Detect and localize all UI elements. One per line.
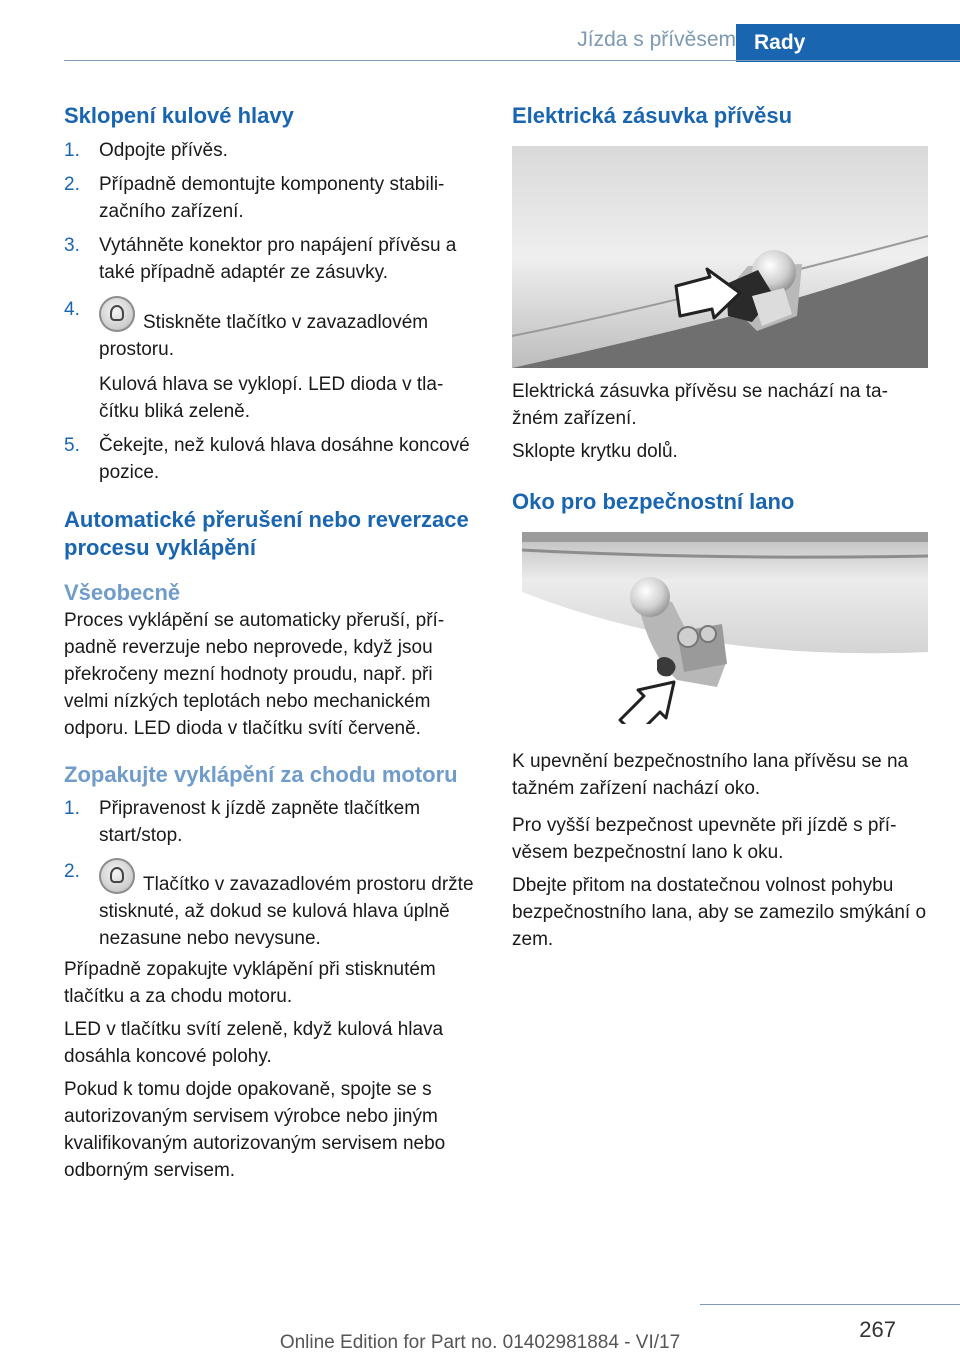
- fold-steps-list: [64, 137, 476, 486]
- right-column: [512, 102, 928, 953]
- header-section-title: Jízda s přívěsem: [577, 28, 736, 51]
- paragraph: Případně zopakujte vyklápění při stisknutém tlačítku a za chodu motoru.: [64, 959, 436, 1007]
- list-item: 5. Čekejte, než kulová hlava dosáhne koncové pozice.: [64, 435, 470, 483]
- paragraph: Sklopte krytku dolů.: [512, 441, 678, 462]
- header-rule: [64, 60, 960, 61]
- subsection-title-general: Všeobecně: [64, 580, 181, 605]
- towbar-button-icon: [99, 858, 135, 894]
- list-item: 1. Odpojte přívěs.: [64, 140, 228, 161]
- paragraph: Pro vyšší bezpečnost upevněte při jízdě s přívěsem bezpečnostní lano k oku.: [512, 815, 897, 863]
- section-title-fold-ball-head: Sklopení kulové hlavy: [64, 103, 294, 128]
- general-paragraph: Proces vyklápění se automaticky přeruší, případně reverzuje nebo neprovede, když jsou překročeny mezní hodnoty proudu, např. při velmi nízkých teplotách nebo mechanickém odporu. LED dioda v tlačítku svítí červeně.: [64, 610, 445, 739]
- paragraph: K upevnění bezpečnostního lana přívěsu se na tažném zařízení nachází oko.: [512, 751, 909, 799]
- paragraph: Elektrická zásuvka přívěsu se nachází na tažném zařízení.: [512, 381, 888, 429]
- section-title-trailer-socket: Elektrická zásuvka přívěsu: [512, 103, 793, 128]
- trailer-socket-illustration: [512, 146, 928, 368]
- section-title-safety-cable-eye: Oko pro bezpečnostní lano: [512, 489, 795, 514]
- online-edition-note: Online Edition for Part no. 01402981884 - VI/17: [279, 1332, 681, 1353]
- left-column: [64, 102, 476, 1184]
- page-number: 267: [859, 1317, 896, 1342]
- safety-cable-eye-illustration: [512, 532, 928, 724]
- list-item: 2. Případně demontujte komponenty stabilizačního zařízení.: [64, 174, 445, 222]
- step-note: Kulová hlava se vyklopí. LED dioda v tlačítku bliká zeleně.: [99, 374, 444, 422]
- list-item: 1. Připravenost k jízdě zapněte tlačítkem start/stop.: [64, 798, 421, 846]
- footer-rule: [700, 1304, 960, 1305]
- paragraph: Dbejte přitom na dostatečnou volnost pohybu bezpečnostního lana, aby se zamezilo smýkání o zem.: [512, 875, 927, 950]
- repeat-steps-list: [64, 795, 476, 952]
- header-chapter-tab: Rady: [736, 24, 960, 62]
- trailer-socket-image: [512, 146, 928, 368]
- list-item: 2. Tlačítko v zavazadlovém prostoru držte stisknuté, až dokud se kulová hlava úplně nezasune nebo nevysune.: [64, 858, 476, 952]
- safety-cable-eye-image: [512, 532, 928, 724]
- section-title-repeat-with-engine: Zopakujte vyklápění za chodu motoru: [64, 762, 458, 787]
- list-item: 3. Vytáhněte konektor pro napájení přívěsu a také případně adaptér ze zásuvky.: [64, 235, 457, 283]
- list-item: 4. Stiskněte tlačítko v zavazadlovém prostoru. Kulová hlava se vyklopí. LED dioda v tlačítku bliká zeleně.: [64, 296, 476, 425]
- paragraph: Pokud k tomu dojde opakovaně, spojte se s autorizovaným servisem výrobce nebo jiným kvalifikovaným autorizovaným servisem nebo odborným servisem.: [64, 1079, 446, 1181]
- towbar-button-icon: [99, 296, 135, 332]
- section-title-auto-interrupt: Automatické přerušení nebo reverzace procesu vyklápění: [64, 507, 469, 560]
- paragraph: LED v tlačítku svítí zeleně, když kulová hlava dosáhla koncové polohy.: [64, 1019, 444, 1067]
